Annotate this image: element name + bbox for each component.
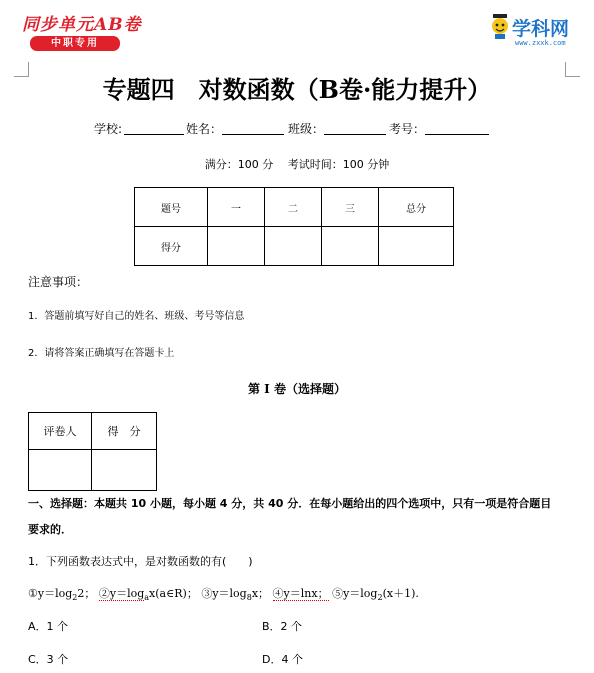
choice-c[interactable]: C．3 个: [28, 653, 69, 666]
instructions-line: 一、选择题：本题共 10 小题，每小题 4 分，共 40 分．在每小题给出的四个选项中，只有一项是符合题目: [28, 497, 552, 510]
score-table-header-row: [135, 188, 454, 227]
section-title: 第 I 卷（选择题）: [248, 382, 346, 396]
grader-table: [28, 412, 157, 491]
grader-label: 评卷人: [29, 413, 92, 450]
choice-d[interactable]: D．4 个: [262, 653, 303, 666]
option-expr: x(a∈R)；: [149, 587, 198, 600]
instructions-line: 要求的．: [28, 523, 72, 536]
option-sub: 2: [377, 593, 383, 603]
score-table-header-cell: 题号: [135, 188, 208, 227]
score-table-header-cell: 一: [208, 188, 265, 227]
class-label: 班级：: [288, 122, 325, 136]
score-cell[interactable]: [379, 227, 454, 266]
option-sub: 2: [72, 593, 78, 603]
option-sub: a: [144, 593, 150, 603]
number-label: 考号：: [389, 122, 426, 136]
class-input-line[interactable]: [324, 134, 386, 135]
option-expr: ②y＝log: [98, 587, 145, 600]
option-expr: ⑤y＝log: [332, 587, 378, 600]
score-table-header-cell: 二: [265, 188, 322, 227]
question-stem: 1．下列函数表达式中，是对数函数的有( ): [28, 555, 253, 568]
score-cell[interactable]: [208, 227, 265, 266]
score-table-score-row: [135, 227, 454, 266]
choice-b[interactable]: B．2 个: [262, 620, 303, 633]
logo-mascot-icon: [490, 14, 510, 40]
page-title: 专题四 对数函数（B卷·能力提升）: [102, 75, 492, 104]
score-row-label: 得分: [135, 227, 208, 266]
option-expr: 2；: [77, 587, 96, 600]
question-options-line: [28, 585, 419, 602]
brand-badge: 中职专用: [30, 36, 120, 51]
choice-a[interactable]: A．1 个: [28, 620, 69, 633]
option-expr: x；: [251, 587, 270, 600]
option-expr: ①y＝log: [28, 587, 73, 600]
brand-title: 同步单元AB卷: [22, 15, 142, 35]
grader-score-label: 得 分: [92, 413, 157, 450]
score-table-header-cell: 总分: [379, 188, 454, 227]
note-item: 2．请将答案正确填写在答题卡上: [28, 348, 175, 359]
score-cell[interactable]: [322, 227, 379, 266]
logo-url: www.zxxk.com: [515, 39, 566, 47]
score-table-header-cell: 三: [322, 188, 379, 227]
logo-name: 学科网: [512, 18, 570, 40]
number-input-line[interactable]: [425, 134, 489, 135]
option-expr: ④y＝lnx；: [272, 587, 329, 600]
notes-heading: 注意事项：: [28, 275, 89, 289]
note-item: 1．答题前填写好自己的姓名、班级、考号等信息: [28, 311, 245, 322]
option-sub: 8: [246, 593, 252, 603]
score-cell[interactable]: [265, 227, 322, 266]
option-expr: ③y＝log: [201, 587, 247, 600]
grader-cell[interactable]: [29, 450, 92, 491]
school-input-line[interactable]: [124, 134, 184, 135]
score-table: [134, 187, 454, 266]
option-expr: (x＋1).: [382, 587, 419, 600]
name-label: 姓名：: [186, 122, 223, 136]
name-input-line[interactable]: [222, 134, 284, 135]
school-label: 学校:: [94, 122, 123, 136]
exam-info: 满分：100 分 考试时间：100 分钟: [204, 158, 390, 171]
grader-score-cell[interactable]: [92, 450, 157, 491]
